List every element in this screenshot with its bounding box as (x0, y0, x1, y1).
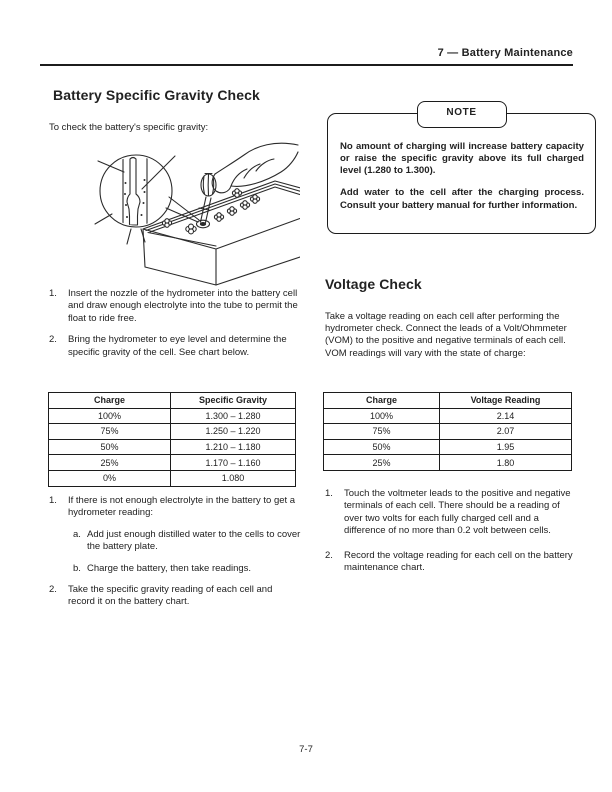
section-title-voltage-check: Voltage Check (325, 276, 422, 292)
table-row (49, 408, 296, 424)
list-item-number: 2. (49, 584, 57, 596)
list-item (49, 584, 301, 609)
list-item (49, 288, 301, 325)
list-item-group (49, 495, 301, 575)
section-title-specific-gravity: Battery Specific Gravity Check (53, 87, 260, 103)
list-item-number: 2. (49, 334, 57, 346)
note-paragraph: No amount of charging will increase battery capacity or raise the specific gravity above its full charged level (1.280 to 1.300). (340, 140, 584, 177)
list-item (325, 488, 574, 538)
list-item-number: 1. (325, 488, 333, 499)
list-subitem (73, 529, 301, 554)
list-item-number: 2. (325, 549, 333, 561)
table-cell: 50% (324, 439, 440, 455)
page-header-title: 7 — Battery Maintenance (437, 47, 573, 59)
list-item-text: Bring the hydrometer to eye level and determine the specific gravity of the cell. See chart below. (68, 334, 287, 358)
table-cell: 1.250 – 1.220 (171, 424, 296, 440)
hydrometer-steps-list (49, 288, 301, 359)
electrolyte-procedure-list (49, 495, 301, 609)
table-header-row (324, 393, 572, 409)
table-row (324, 455, 572, 471)
table-row (49, 470, 296, 486)
table-cell: 2.07 (440, 424, 572, 440)
table-cell: 1.210 – 1.180 (171, 439, 296, 455)
list-item-text: Touch the voltmeter leads to the positive and negative terminals of each cell. There should be a reading of over two volts for each fully charged cell and a difference of no more than 0.2 volt between cells. (344, 488, 571, 537)
voltage-check-intro: Take a voltage reading on each cell after performing the hydrometer check. Connect the leads of a Volt/Ohmmeter (VOM) to the positive and negative terminals of each cell. VOM readings will vary with the state of charge: (325, 310, 567, 359)
table-cell: 1.300 – 1.280 (171, 408, 296, 424)
table-cell: 1.80 (440, 455, 572, 471)
table-row (324, 424, 572, 440)
list-subitem-text: Charge the battery, then take readings. (87, 562, 252, 574)
list-subitem-text: Add just enough distilled water to the cells to cover the battery plate. (87, 528, 301, 553)
table-header-row (49, 393, 296, 409)
table-cell: 100% (324, 408, 440, 424)
table-cell: 75% (324, 424, 440, 440)
table-row (324, 439, 572, 455)
column-header: Charge (324, 393, 440, 409)
table-cell: 1.080 (171, 470, 296, 486)
open-cell-hole (197, 220, 210, 228)
list-item-number: 1. (49, 288, 57, 299)
column-header: Voltage Reading (440, 393, 572, 409)
header-rule (40, 64, 573, 66)
list-item-text: Take the specific gravity reading of each cell and record it on the battery chart. (68, 584, 273, 608)
list-subitem-letter: a. (73, 528, 81, 540)
list-item-text: If there is not enough electrolyte in the battery to get a hydrometer reading: (68, 495, 296, 519)
list-subitem (73, 563, 301, 575)
table-cell: 25% (49, 455, 171, 471)
list-item (49, 334, 301, 359)
voltmeter-steps-list (325, 488, 574, 574)
table-cell: 0% (49, 470, 171, 486)
specific-gravity-intro: To check the battery's specific gravity: (49, 121, 209, 133)
voltage-reading-table (323, 392, 572, 471)
column-header: Charge (49, 393, 171, 409)
table-row (49, 455, 296, 471)
list-item (49, 495, 301, 520)
table-row (49, 424, 296, 440)
battery-hydrometer-illustration (85, 137, 300, 287)
table-cell: 2.14 (440, 408, 572, 424)
table-row (49, 439, 296, 455)
note-box (327, 107, 596, 234)
list-item (325, 550, 574, 575)
table-cell: 50% (49, 439, 171, 455)
note-label: NOTE (417, 101, 507, 128)
page-number: 7-7 (299, 744, 313, 755)
list-item-text: Insert the nozzle of the hydrometer into the battery cell and draw enough electrolyte into the tube to permit the float to ride free. (68, 288, 298, 324)
table-cell: 1.95 (440, 439, 572, 455)
table-cell: 25% (324, 455, 440, 471)
specific-gravity-table (48, 392, 296, 487)
list-subitem-letter: b. (73, 562, 81, 574)
column-header: Specific Gravity (171, 393, 296, 409)
table-cell: 100% (49, 408, 171, 424)
list-item-number: 1. (49, 495, 57, 506)
table-row (324, 408, 572, 424)
list-item-text: Record the voltage reading for each cell on the battery maintenance chart. (344, 549, 573, 574)
table-cell: 75% (49, 424, 171, 440)
table-cell: 1.170 – 1.160 (171, 455, 296, 471)
note-paragraph: Add water to the cell after the charging process. Consult your battery manual for further information. (340, 187, 584, 211)
